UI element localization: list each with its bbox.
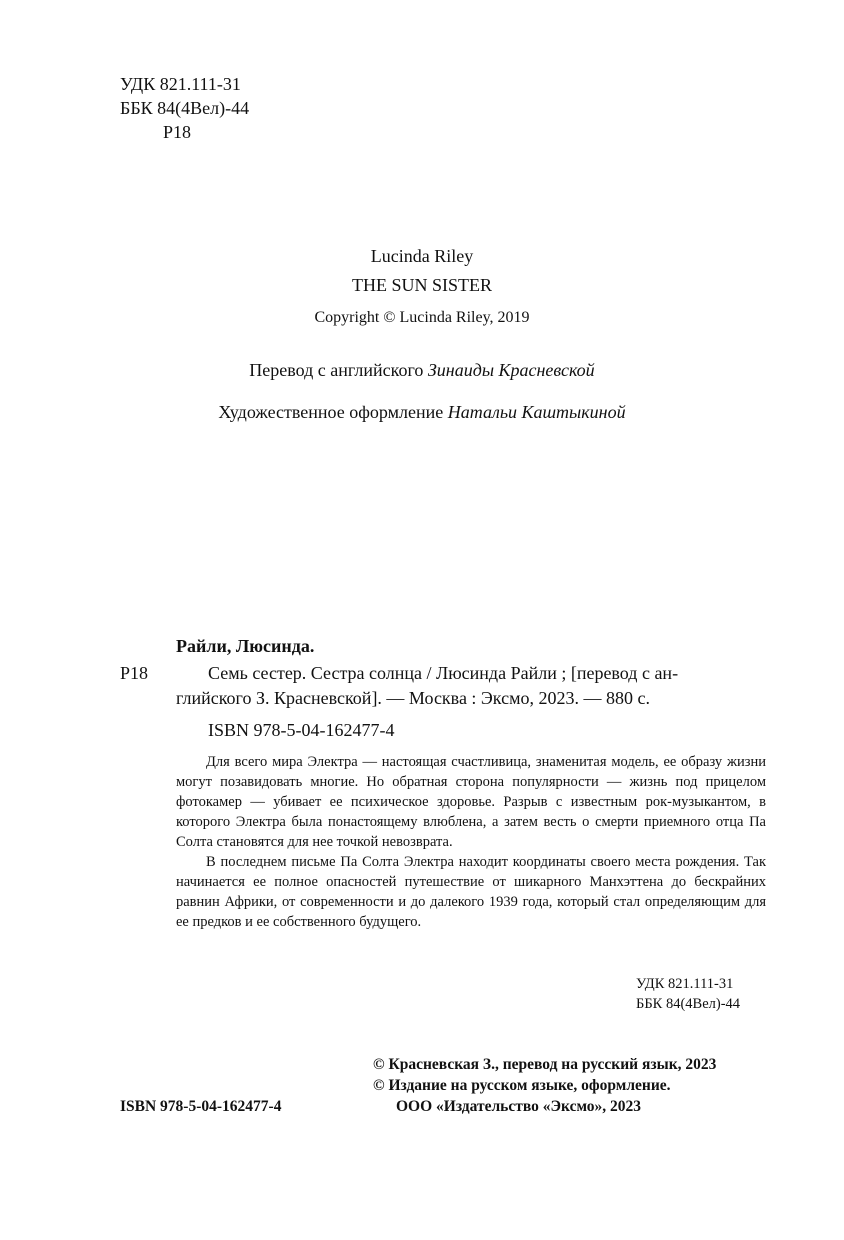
- annotation: [176, 752, 766, 932]
- translator-name: Зинаиды Красневской: [427, 360, 595, 380]
- udk-code-bottom: УДК 821.111-31: [636, 976, 734, 992]
- catalog-isbn: ISBN 978-5-04-162477-4: [208, 720, 395, 740]
- original-copyright: Copyright © Lucinda Riley, 2019: [314, 309, 530, 326]
- annotation-paragraph-2: В последнем письме Па Солта Электра находит координаты своего места рождения. Так начинается ее полное опасностей путешествие от шикарного Манхэттена до бескрайних равнин Африки, от современности и до далекого 1939 года, который стал определяющим для ее предков и ее собственного будущего.: [176, 854, 766, 930]
- rights-isbn: ISBN 978-5-04-162477-4: [120, 1098, 282, 1115]
- rights-line-2: © Издание на русском языке, оформление.: [373, 1077, 671, 1094]
- bbk-code-bottom: ББК 84(4Вел)-44: [636, 996, 741, 1012]
- design-credit: [0, 400, 844, 424]
- catalog-line-2: глийского З. Красневской]. — Москва : Эксмо, 2023. — 880 с.: [176, 688, 650, 708]
- rights-line-1: © Красневская З., перевод на русский язык, 2023: [373, 1056, 717, 1073]
- author-mark-top: Р18: [163, 122, 192, 142]
- annotation-paragraph-1: Для всего мира Электра — настоящая счастливица, знаменитая модель, ее образу жизни могут позавидовать многие. Но обратная сторона популярности — жизнь под прицелом фотокамер — убивает ее психическое здоровье. Разрыв с известным рок-музыкантом, в которого Электра была понастоящему влюблена, а затем весть о смерти приемного отца Па Солта становятся для нее точкой невозврата.: [176, 754, 766, 850]
- design-prefix: Художественное оформление: [218, 402, 444, 422]
- catalog-heading: Райли, Люсинда.: [176, 636, 315, 656]
- original-title: THE SUN SISTER: [351, 275, 492, 295]
- translation-prefix: Перевод с английского: [249, 360, 424, 380]
- catalog-line-1: Семь сестер. Сестра солнца / Люсинда Райли ; [перевод с ан-: [208, 663, 679, 683]
- rights-line-3: ООО «Издательство «Эксмо», 2023: [396, 1098, 642, 1115]
- udk-code-top: УДК 821.111-31: [120, 74, 241, 94]
- bbk-code-top: ББК 84(4Вел)-44: [120, 98, 250, 118]
- catalog-mark: Р18: [120, 663, 149, 683]
- translation-credit: [0, 358, 844, 382]
- designer-name: Натальи Каштыкиной: [447, 402, 626, 422]
- original-author: Lucinda Riley: [370, 246, 474, 266]
